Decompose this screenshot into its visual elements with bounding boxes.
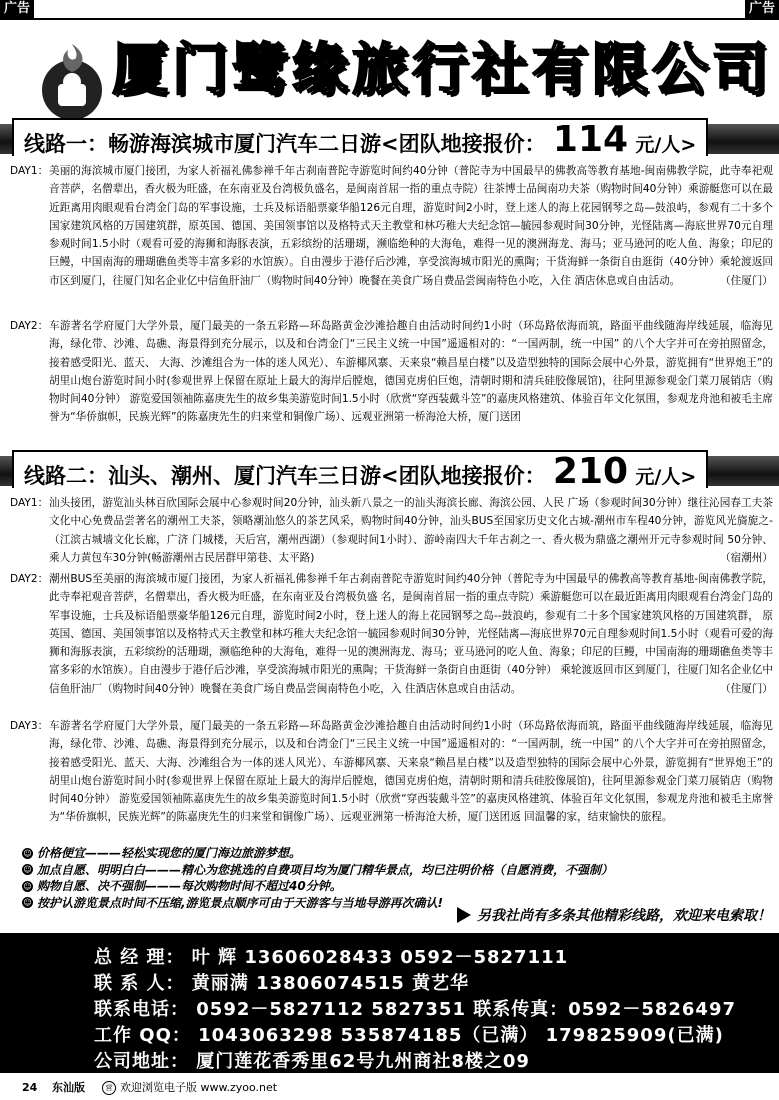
page-number: 24	[22, 1081, 38, 1094]
company-logo-icon	[38, 32, 106, 120]
contact-block	[0, 933, 779, 1073]
ad-label-left: 广告	[0, 0, 34, 18]
day-text: 车游著名学府厦门大学外景，厦门最美的一条五彩路—环岛路黄金沙滩拾趣自由活动时间约1小时（环岛路依海而筑，路面平曲线随海岸线延展，临海见海，绿化带、沙滩、岛礁、海景得到充分展示，以及和台湾金门“三民主义统一中国”遥遥相对的：“一国两制，统一中国” 的八个大字并可在旁拍照留念，接着感受阳光、蓝天、 大海、沙滩组合为一体的迷人风光）、车游椰风寨、天来泉“赖昌星白楼”以及造型独特的国际会展中心外景，游览拥有“世界炮王”的胡里山炮台游览时间小时(参观世界上保留在原址上最大的海岸后膛炮，德国克虏伯巨炮，清朝时期和清兵硅胶像展馆)，往阿里源参观金门菜刀展销店（购物时间40分钟） 游览爱国领袖陈嘉庚先生的故乡集美游览时间1.5小时（欣赏“穿西装戴斗笠”的嘉庚风格建筑、体验百年文化氛围，参观龙舟池和被毛主席誉为“华侨旗帜，民族光辉”的陈嘉庚先生的归来堂和铜像广场）、远观亚洲第一桥海沧大桥，厦门送团	[49, 320, 773, 424]
day-label: DAY3：	[10, 720, 49, 732]
ad-label-right: 广告	[745, 0, 779, 18]
route-2-day-3	[0, 717, 779, 845]
contact-person: 联 系 人： 黄丽满 13806074515 黄艺华	[94, 973, 470, 994]
day-label: DAY1：	[10, 165, 49, 177]
contact-address: 公司地址： 厦门莲花香秀里62号九州商社8楼之09	[94, 1051, 530, 1072]
route-1-price: 114	[552, 119, 629, 160]
note-item: ☺ 价格便宜———轻松实现您的厦门海边旅游梦想。	[23, 846, 302, 860]
route-2-price: 210	[552, 451, 629, 492]
route-2-day-1	[0, 494, 779, 570]
day-label: DAY2：	[10, 320, 49, 332]
day-label: DAY2：	[10, 573, 49, 585]
contact-phones: 联系电话： 0592－5827112 5827351 联系传真：0592－5826497	[94, 999, 737, 1020]
more-routes-text: 另我社尚有多条其他精彩线路，欢迎来电索取！	[477, 908, 771, 924]
contact-manager: 总 经 理： 叶 辉 13606028433 0592－5827111	[94, 947, 569, 968]
day-text: 美丽的海滨城市厦门接团，为家人祈福礼佛参禅千年古刹南普陀寺游览时间约40分钟（普陀寺为中国最早的佛教高等教育基地-闽南佛教学院，此寺奉祀观音菩萨，名僧辈出，香火极为旺盛，在东南亚及台湾极负盛名，是闽南首屈一指的重点寺院）往茶博士品闽南功夫茶（购物时间40分钟）乘游艇您可以在最近距离用肉眼观看台湾金门岛的军事设施，士兵及标语船票豪华船126元自理，游览时间2小时，登上迷人的海上花园钢琴之岛—鼓浪屿，参观有二十多个国家建筑风格的万国建筑群，原英国、德国、美国领事馆以及格特式天主教堂和林巧稚大夫纪念馆—毓园参观时间30分钟，光怪陆离—海底世界70元自理参观时间1.5小时（观看可爱的海狮和海豚表演，五彩缤纷的活珊瑚，濒临绝种的大海龟，难得一见的澳洲海龙、海马；亚马逊河的吃人鱼、海象；印尼的巨鳗，中国南海的珊瑚礁鱼类等丰富多彩的水馆族）。自由漫步于港仔后沙滩，享受滨海城市阳光的熏陶；干货海鲜一条街自由逛街（40分钟）乘轮渡返回市区到厦门，往厦门知名企业亿中信鱼肝油厂（购物时间40分钟）晚餐在美食广场自费品尝闽南特色小吃，入住 酒店休息或自由活动。	[49, 165, 773, 287]
notes-list	[22, 845, 772, 911]
arrow-right-icon	[457, 907, 471, 923]
route-1-title: 线路一：畅游海滨城市厦门汽车二日游<团队地接报价：	[24, 132, 546, 156]
day-stay: （住厦门）	[720, 274, 773, 287]
day-text: 汕头接团，游览汕头林百欣国际会展中心参观时间20分钟，汕头新八景之一的汕头海滨长廊、海滨公园、人民 广场（参观时间30分钟）继往沁园春工夫茶文化中心免费品尝著名的潮州工夫茶，领略潮汕悠久的茶艺风采，购物时间40分钟，汕头BUS至国家历史文化古城-潮州市车程40分钟，游览风光旖旎之-（江滨古城墙文化长廊，广济 门城楼，天后宫，潮州西湖）（参观时间1小时）、游岭南四大千年古刹之一、香火极为鼎盛之潮州开元寺参观时间 50分钟、乘人力黄包车30分钟(畅游潮州古民居群甲第巷、太平路)	[49, 497, 773, 564]
route-2-title: 线路二：汕头、潮州、厦门汽车三日游<团队地接报价：	[24, 464, 546, 488]
note-item: ☺ 加点自愿、明明白白———精心为您挑选的自费项目均为厦门精华景点，均已注明价格（自愿消费，不强制）	[23, 862, 614, 877]
day-stay: （住厦门）	[720, 682, 773, 695]
note-item: ☺ 按护认游览景点时间不压缩,游览景点顺序可由于天游客与当地导游再次确认!	[23, 895, 444, 910]
top-rule	[0, 18, 779, 20]
note-item: ☺ 购物自愿、决不强制———每次购物时间不超过40分钟。	[23, 879, 342, 893]
smiley-icon: ☺	[23, 881, 32, 891]
route-1-title-bar	[0, 118, 779, 158]
edition-label: 东汕版	[52, 1081, 85, 1094]
route-1-day-2	[0, 317, 779, 445]
route-2-unit: 元/人>	[635, 466, 697, 488]
day-label: DAY1：	[10, 497, 49, 509]
badge-icon: 营	[102, 1081, 116, 1095]
route-1-unit: 元/人>	[635, 134, 697, 156]
smiley-icon: ☺	[23, 865, 32, 875]
contact-qq: 工作 QQ： 1043063298 535874185（已满） 179825909(已满)	[94, 1025, 724, 1046]
route-2-title-bar	[0, 450, 779, 490]
route-2-day-2	[0, 570, 779, 715]
day-stay: （宿潮州）	[720, 551, 773, 564]
smiley-icon: ☺	[23, 898, 32, 908]
day-text: 车游著名学府厦门大学外景，厦门最美的一条五彩路—环岛路黄金沙滩拾趣自由活动时间约1小时（环岛路依海而筑，路面平曲线随海岸线延展，临海见海，绿化带、沙滩、岛礁、海景得到充分展示，以及和台湾金门“三民主义统一中国”遥遥相对的：“一国两制，统一中国” 的八个大字并可在旁拍照留念，接着感受阳光、蓝天、大海、沙滩组合为一体的迷人风光）、车游椰风寨、天来泉“赖昌星白楼”以及造型独特的国际会展中心外景，游览拥有“世界炮王”的胡里山炮台游览时间小时(参观世界上保留在原址上最大的海岸后膛炮，德国克虏伯炮，清朝时期和清兵硅胶像展馆)，往阿里源参观金门菜刀展销店（购物时间40分钟） 游览爱国领袖陈嘉庚先生的故乡集美游览时间1.5小时（欣赏“穿西装戴斗笠”的嘉庚风格建筑、体验百年文化氛围，参观龙舟池和被毛主席誉为“华侨旗帜，民族光辉”的陈嘉庚先生的归来堂和铜像广场）、远观亚洲第一桥海沧大桥，厦门送团返 回温馨的家，结束愉快的旅程。	[49, 720, 773, 824]
day-text: 潮州BUS至美丽的海滨城市厦门接团，为家人祈福礼佛参禅千年古刹南普陀寺游览时间约40分钟（普陀寺为中国最早的佛教高等教育基地-闽南佛教学院，此寺奉祀观音菩萨，名僧辈出，香火极为旺盛，在东南亚及台湾极负盛 名，是闽南首屈一指的重点寺院）乘游艇您可以在最近距离用肉眼观看台湾金门岛的军事设施，士兵及标语船票豪华船126元自理，游览时间2小时，登上迷人的海上花园钢琴之岛--鼓浪屿，参观有二十多个国家建筑风格的万国建筑群， 原英国、德国、美国领事馆以及格特式天主教堂和林巧稚大夫纪念馆一毓园参观时间30分钟，光怪陆离—海底世界70元自理参观时间1.5小时（观看可爱的海狮和海豚表演，五彩缤纷的活珊瑚，濒临绝种的大海龟，难得一见的澳洲海龙、海马；亚马逊河的吃人鱼、海象；印尼的巨鳗，中国南海的珊瑚礁鱼类等丰富多彩的水馆族）。自由漫步于港仔后沙滩，享受滨海城市阳光的熏陶；干货海鲜一条街自由逛街（40分钟） 乘轮渡返回市区到厦门，往厦门知名企业亿中信鱼肝油厂（购物时间40分钟）晚餐在美食广场自费品尝闽南特色小吃，入 住酒店休息或自由活动。	[49, 573, 773, 695]
company-header	[0, 24, 779, 124]
smiley-icon: ☺	[23, 848, 32, 858]
company-name: 厦门鹭缘旅行社有限公司	[112, 37, 772, 103]
footer-message[interactable]: 欢迎浏览电子版 www.zyoo.net	[120, 1081, 278, 1094]
more-routes-callout	[457, 905, 771, 925]
page-footer	[0, 1076, 779, 1100]
route-1-day-1	[0, 162, 779, 327]
